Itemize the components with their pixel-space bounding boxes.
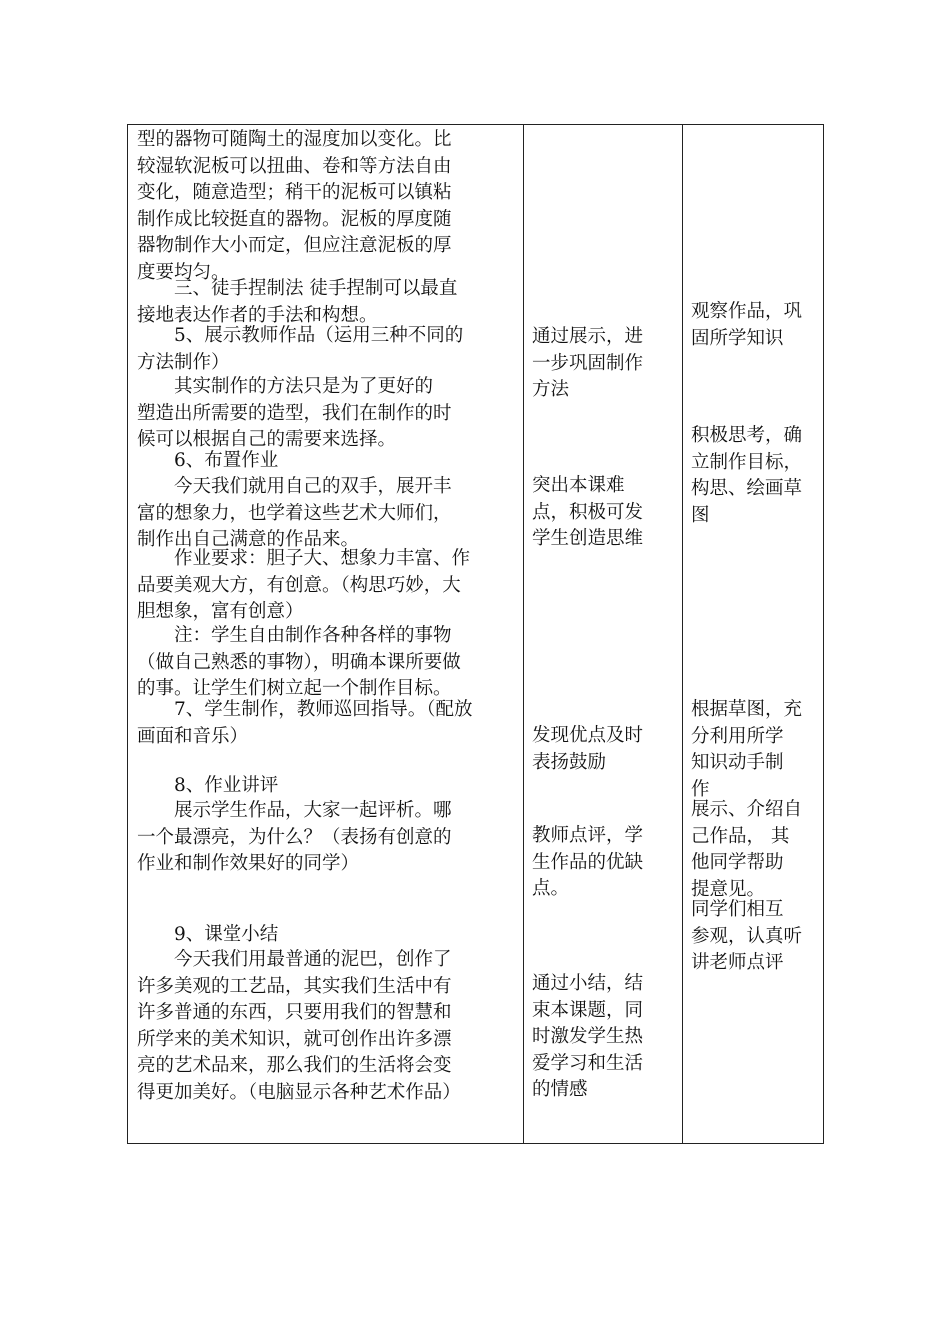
student-activity-text-line: 他同学帮助 [691, 852, 784, 873]
teaching-process-text-line: 一个最漂亮，为什么？（表扬有创意的 [137, 826, 452, 848]
design-intent-text-block [532, 723, 680, 776]
teaching-process-text-line: （做自己熟悉的事物），明确本课所要做 [137, 651, 461, 673]
student-activity-text-line: 参观，认真听 [691, 925, 803, 947]
design-intent-text-line: 突出本课难 [532, 475, 625, 496]
teaching-process-text-line: 三、徒手捏制法 徒手捏制可以最直 [137, 278, 458, 299]
teaching-process-text-line: 候可以根据自己的需要来选择。 [137, 429, 397, 450]
design-intent-text-line: 方法 [532, 379, 570, 400]
student-activity-text-block [691, 299, 821, 352]
teaching-process-text-block [137, 798, 517, 878]
design-intent-text-line: 发现优点及时 [532, 725, 644, 746]
teaching-process-text-line: 塑造出所需要的造型，我们在制作的时 [137, 402, 452, 424]
design-intent-text-line: 点，积极可发 [532, 501, 644, 523]
design-intent-text-line: 的情感 [532, 1079, 588, 1100]
student-activity-text-line: 同学们相互 [691, 899, 784, 920]
teaching-process-text-line: 所学来的美术知识，就可创作出许多漂 [137, 1028, 452, 1050]
column-divider [682, 125, 683, 1143]
teaching-process-text-line: 得更加美好。（电脑显示各种艺术作品） [137, 1081, 461, 1103]
student-activity-text-line: 提意见。 [691, 878, 766, 900]
student-activity-text-line: 分利用所学 [691, 725, 784, 747]
design-intent-text-block [532, 324, 680, 404]
design-intent-text-line: 束本课题，同 [532, 999, 644, 1021]
teaching-process-text-line: 度要均匀。 [137, 261, 230, 283]
design-intent-text-line: 时激发学生热 [532, 1026, 644, 1047]
teaching-process-text-line: 型的器物可随陶土的湿度加以变化。比 [137, 129, 452, 150]
teaching-process-text-block [137, 474, 517, 554]
teaching-process-text-line: 7、学生制作，教师巡回指导。（配放 [137, 699, 473, 720]
teaching-process-text-line: 其实制作的方法只是为了更好的 [137, 376, 434, 397]
teaching-process-text-line: 展示学生作品，大家一起评析。哪 [137, 800, 452, 821]
teaching-process-text-block [137, 276, 517, 329]
design-intent-text-block [532, 823, 680, 903]
student-activity-text-block [691, 897, 821, 977]
teaching-process-text-block [137, 947, 517, 1106]
teaching-process-text-line: 变化，随意造型；稍干的泥板可以镇粘 [137, 182, 452, 203]
student-activity-text-line: 己作品， 其 [691, 825, 790, 847]
teaching-process-text-line: 6、布置作业 [137, 450, 279, 471]
teaching-process-text-line: 许多普通的东西，只要用我们的智慧和 [137, 1002, 452, 1023]
design-intent-text-line: 一步巩固制作 [532, 352, 644, 374]
design-intent-text-line: 爱学习和生活 [532, 1052, 644, 1074]
teaching-process-text-line: 接地表达作者的手法和构想。 [137, 304, 378, 326]
student-activity-text-line: 固所学知识 [691, 327, 784, 349]
design-intent-text-block [532, 971, 680, 1104]
teaching-process-text-line: 富的想象力，也学着这些艺术大师们， [137, 502, 452, 524]
teaching-process-text-block [137, 127, 517, 286]
teaching-process-text-line: 方法制作） [137, 351, 230, 373]
teaching-process-text-line: 亮的艺术品来，那么我们的生活将会变 [137, 1055, 452, 1076]
teaching-process-text-line: 许多美观的工艺品，其实我们生活中有 [137, 975, 452, 997]
student-activity-text-line: 根据草图，充 [691, 699, 803, 720]
lesson-plan-table [127, 124, 824, 1144]
teaching-process-text-line: 今天我们用最普通的泥巴，创作了 [137, 949, 452, 970]
student-activity-text-line: 图 [691, 504, 710, 526]
student-activity-text-line: 知识动手制 [691, 752, 784, 773]
teaching-process-text-line: 今天我们就用自己的双手，展开丰 [137, 476, 452, 497]
teaching-process-text-line: 的事。让学生们树立起一个制作目标。 [137, 678, 452, 699]
teaching-process-text-line: 器物制作大小而定，但应注意泥板的厚 [137, 235, 452, 256]
teaching-process-text-block [137, 697, 517, 750]
column-divider [523, 125, 524, 1143]
student-activity-text-line: 构思、绘画草 [691, 478, 803, 499]
teaching-process-text-line: 画面和音乐） [137, 725, 249, 747]
teaching-process-text-line: 8、作业讲评 [137, 775, 279, 796]
teaching-process-text-line: 作业和制作效果好的同学） [137, 853, 360, 874]
student-activity-text-line: 讲老师点评 [691, 952, 784, 973]
teaching-process-text-block [137, 448, 517, 475]
design-intent-text-line: 点。 [532, 878, 570, 899]
teaching-process-text-line: 较湿软泥板可以扭曲、卷和等方法自由 [137, 155, 452, 177]
design-intent-text-line: 通过小结，结 [532, 973, 644, 994]
teaching-process-text-line: 制作出自己满意的作品来。 [137, 529, 360, 550]
teaching-process-text-line: 品要美观大方，有创意。（构思巧妙，大 [137, 574, 461, 596]
student-activity-text-line: 立制作目标， [691, 451, 803, 473]
student-activity-text-block [691, 423, 821, 529]
student-activity-text-line: 展示、介绍自 [691, 799, 803, 820]
student-activity-text-line: 积极思考，确 [691, 425, 803, 446]
design-intent-text-line: 生作品的优缺 [532, 851, 644, 873]
teaching-process-text-line: 胆想象，富有创意） [137, 601, 304, 622]
design-intent-text-line: 学生创造思维 [532, 528, 644, 549]
design-intent-text-line: 表扬鼓励 [532, 751, 607, 773]
teaching-process-text-line: 9、课堂小结 [137, 924, 279, 945]
student-activity-text-line: 作 [691, 778, 710, 800]
teaching-process-text-line: 注：学生自由制作各种各样的事物 [137, 625, 452, 646]
student-activity-text-block [691, 797, 821, 903]
student-activity-text-block [691, 697, 821, 803]
teaching-process-text-line: 制作成比较挺直的器物。泥板的厚度随 [137, 208, 452, 230]
teaching-process-text-block [137, 922, 517, 949]
teaching-process-text-block [137, 623, 517, 703]
design-intent-text-line: 通过展示，进 [532, 326, 644, 347]
design-intent-text-block [532, 473, 680, 553]
teaching-process-text-block [137, 773, 517, 800]
student-activity-text-line: 观察作品，巩 [691, 301, 803, 322]
teaching-process-text-block [137, 374, 517, 454]
teaching-process-text-block [137, 546, 517, 626]
teaching-process-text-line: 作业要求：胆子大、想象力丰富、作 [137, 548, 471, 569]
teaching-process-text-block [137, 323, 517, 376]
design-intent-text-line: 教师点评，学 [532, 825, 644, 846]
teaching-process-text-line: 5、展示教师作品（运用三种不同的 [137, 325, 464, 346]
